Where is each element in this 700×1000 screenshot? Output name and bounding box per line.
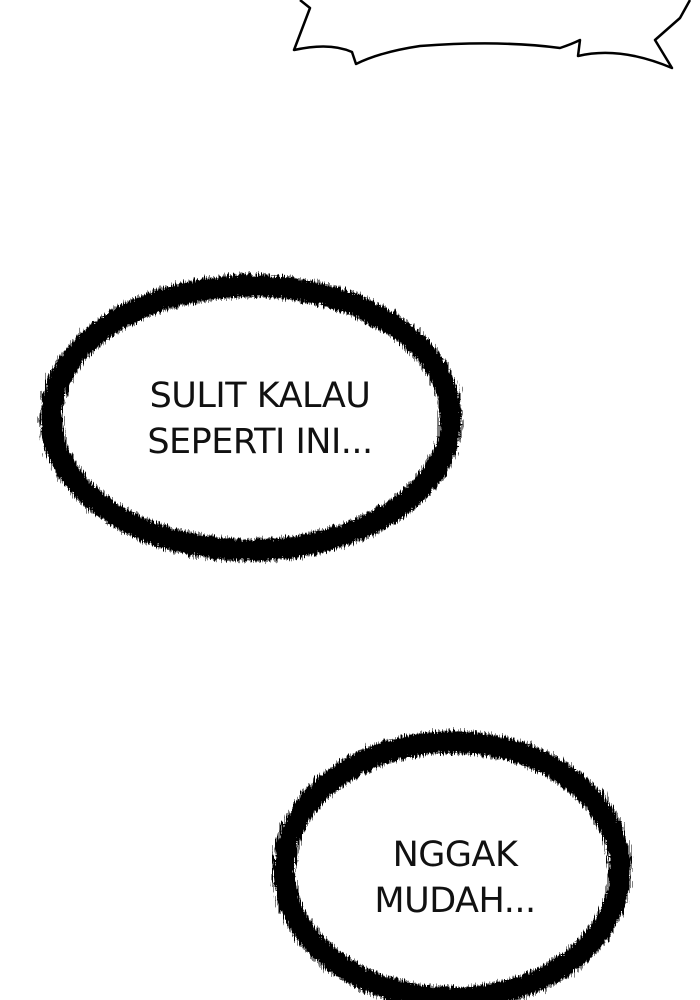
bubble-1-line-2: SEPERTI INI... bbox=[147, 422, 373, 462]
torn-panel-edge bbox=[294, 0, 690, 68]
bubble-1-line-1: SULIT KALAU bbox=[149, 376, 371, 416]
thought-bubble-1-text bbox=[100, 373, 420, 465]
bubble-2-line-1: NGGAK bbox=[392, 835, 518, 875]
bubble-2-line-2: MUDAH... bbox=[374, 881, 536, 921]
thought-bubble-2-text bbox=[330, 832, 580, 924]
